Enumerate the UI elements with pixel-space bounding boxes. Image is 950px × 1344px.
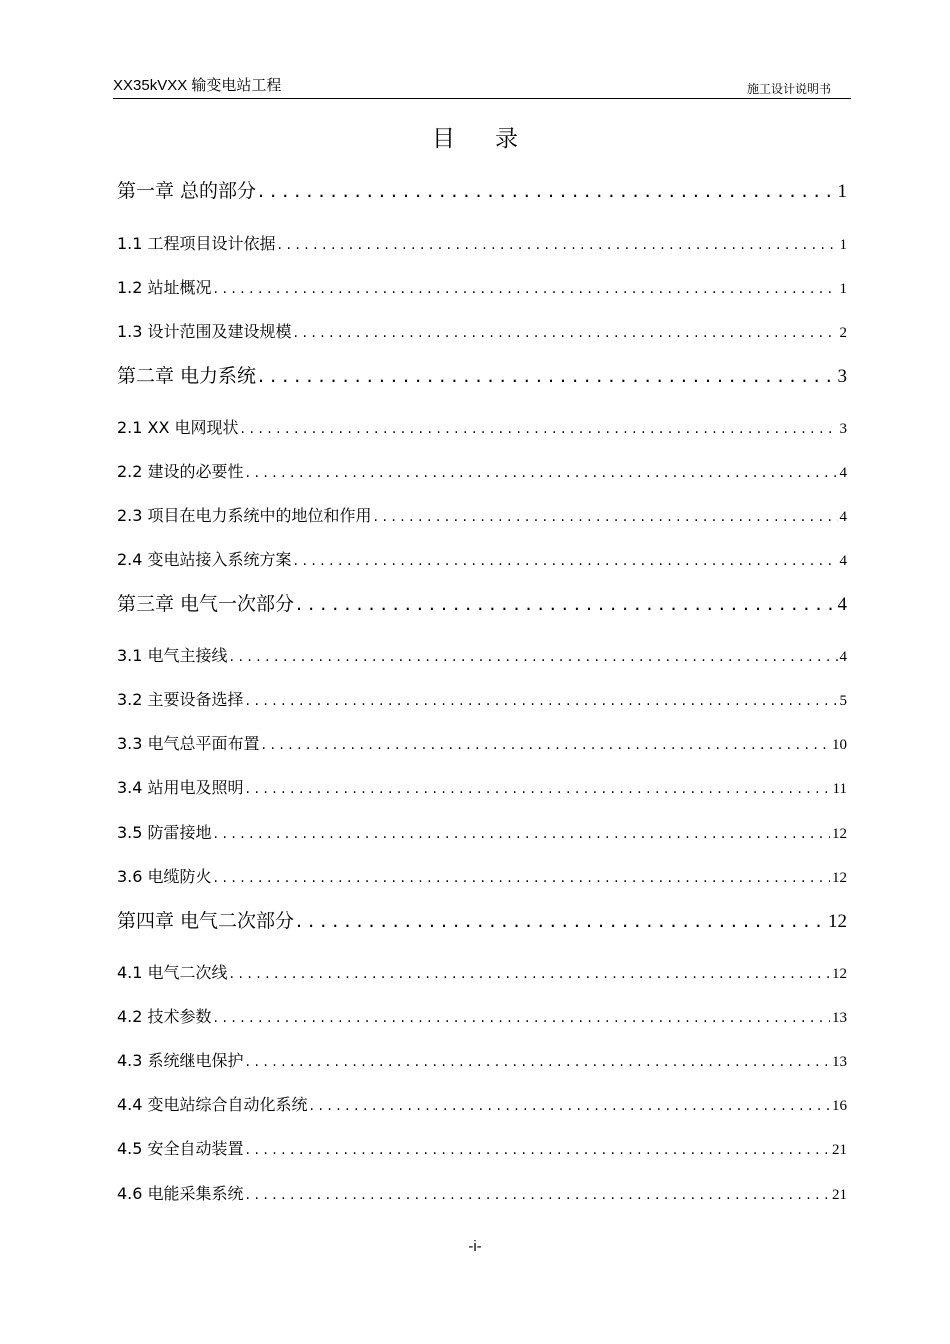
toc-dot-leader [246,1054,830,1070]
toc-entry-page-number: 1 [839,237,847,253]
toc-entry-label: 4.6 电能采集系统 [117,1184,244,1203]
toc-entry-page-number: 1 [837,181,847,202]
toc-section-entry[interactable] [117,503,847,526]
toc-entry-page-number: 13 [832,1010,847,1026]
toc-dot-leader [230,649,838,665]
toc-dot-leader [258,180,835,202]
toc-entry-label: 1.3 设计范围及建设规模 [117,322,292,341]
toc-section-entry[interactable] [117,459,847,482]
toc-section-entry[interactable] [117,231,847,254]
toc-section-entry[interactable] [117,1048,847,1071]
toc-entry-label: 3.4 站用电及照明 [117,778,244,797]
toc-entry-page-number: 12 [832,870,847,886]
toc-dot-leader [310,1098,830,1114]
toc-entry-page-number: 21 [832,1187,847,1203]
toc-entry-page-number: 3 [839,421,847,437]
footer-page-number: -i- [468,1238,482,1255]
toc-section-entry[interactable] [117,415,847,438]
toc-dot-leader [214,1010,830,1026]
toc-entry-label: 第二章 电力系统 [117,365,257,387]
toc-entry-label: 2.1 XX 电网现状 [117,418,239,437]
toc-dot-leader [214,826,830,842]
toc-entry-page-number: 5 [839,693,847,709]
toc-entry-label: 3.1 电气主接线 [117,646,228,665]
toc-dot-leader [262,737,830,753]
toc-section-entry[interactable] [117,319,847,342]
toc-section-entry[interactable] [117,775,847,798]
toc-entry-page-number: 4 [837,594,847,615]
toc-entry-page-number: 12 [832,826,847,842]
toc-chapter-entry[interactable] [117,361,847,388]
toc-section-entry[interactable] [117,864,847,887]
toc-section-entry[interactable] [117,731,847,754]
toc-entry-label: 第三章 电气一次部分 [117,593,295,615]
toc-section-entry[interactable] [117,547,847,570]
toc-entry-page-number: 4 [839,465,847,481]
header-document-type: 施工设计说明书 [746,82,831,96]
toc-dot-leader [294,325,838,341]
toc-entry-page-number: 4 [839,509,847,525]
toc-section-entry[interactable] [117,820,847,843]
toc-dot-leader [214,281,838,297]
toc-entry-label: 4.3 系统继电保护 [117,1051,244,1070]
toc-entry-page-number: 4 [839,649,847,665]
toc-entry-page-number: 4 [839,553,847,569]
toc-dot-leader [241,421,838,437]
toc-entry-page-number: 10 [832,737,847,753]
toc-entry-page-number: 12 [832,966,847,982]
toc-section-entry[interactable] [117,960,847,983]
toc-entry-label: 3.3 电气总平面布置 [117,734,260,753]
toc-section-entry[interactable] [117,687,847,710]
toc-entry-page-number: 13 [832,1054,847,1070]
toc-entry-page-number: 16 [832,1098,847,1114]
toc-section-entry[interactable] [117,1004,847,1027]
toc-entry-page-number: 21 [832,1142,847,1158]
toc-section-entry[interactable] [117,1181,847,1204]
toc-title: 目录 [432,126,558,152]
toc-dot-leader [246,465,838,481]
toc-entry-label: 第一章 总的部分 [117,180,257,202]
toc-dot-leader [296,910,826,932]
toc-dot-leader [294,553,838,569]
toc-dot-leader [246,1187,830,1203]
toc-chapter-entry[interactable] [117,176,847,203]
toc-entry-label: 2.2 建设的必要性 [117,462,244,481]
toc-dot-leader [246,693,838,709]
toc-entry-page-number: 2 [839,325,847,341]
toc-dot-leader [246,781,831,797]
toc-entry-page-number: 12 [828,911,847,932]
toc-entry-label: 3.5 防雷接地 [117,823,212,842]
toc-entry-label: 4.4 变电站综合自动化系统 [117,1095,308,1114]
toc-dot-leader [296,593,835,615]
toc-section-entry[interactable] [117,275,847,298]
toc-entry-label: 2.4 变电站接入系统方案 [117,550,292,569]
toc-section-entry[interactable] [117,643,847,666]
toc-entry-page-number: 11 [832,781,847,797]
toc-dot-leader [374,509,838,525]
toc-chapter-entry[interactable] [117,589,847,616]
toc-entry-page-number: 3 [837,366,847,387]
toc-entry-label: 第四章 电气二次部分 [117,910,295,932]
toc-dot-leader [258,365,835,387]
toc-entry-label: 3.2 主要设备选择 [117,690,244,709]
toc-section-entry[interactable] [117,1136,847,1159]
toc-chapter-entry[interactable] [117,906,847,933]
toc-entry-label: 4.5 安全自动装置 [117,1139,244,1158]
toc-entry-label: 3.6 电缆防火 [117,867,212,886]
toc-dot-leader [230,966,830,982]
toc-entry-page-number: 1 [839,281,847,297]
toc-dot-leader [278,237,838,253]
toc-dot-leader [246,1142,830,1158]
toc-entry-label: 1.2 站址概况 [117,278,212,297]
toc-dot-leader [214,870,830,886]
header-project-title: XX35kVXX 输变电站工程 [113,77,282,94]
toc-entry-label: 4.1 电气二次线 [117,963,228,982]
page-header [113,72,851,99]
toc-section-entry[interactable] [117,1092,847,1115]
toc-entry-label: 2.3 项目在电力系统中的地位和作用 [117,506,372,525]
toc-entry-label: 4.2 技术参数 [117,1007,212,1026]
toc-entry-label: 1.1 工程项目设计依据 [117,234,276,253]
